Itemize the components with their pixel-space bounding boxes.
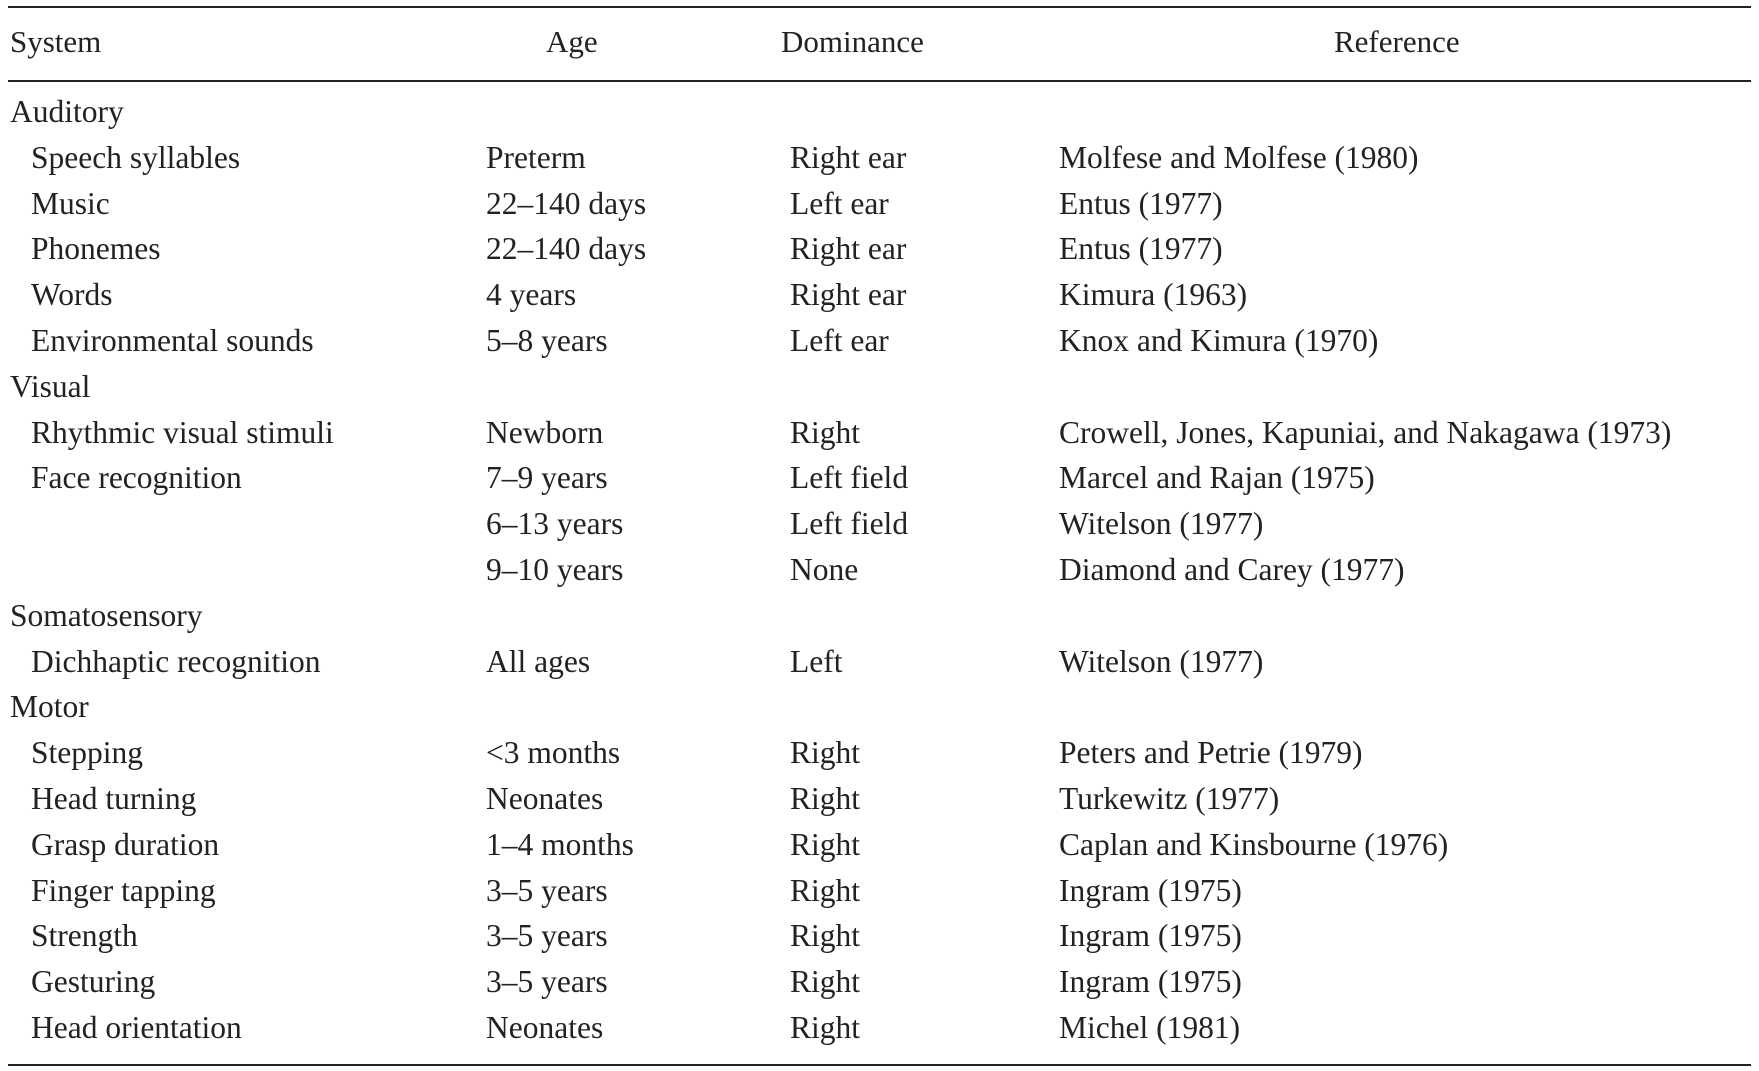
table-row	[8, 184, 1751, 230]
system-cell: Speech syllables	[31, 139, 241, 175]
header-reference: Reference	[1334, 24, 1460, 59]
age-cell: 4 years	[486, 277, 577, 313]
group-row	[8, 367, 1751, 413]
reference-cell: Ingram (1975)	[1059, 918, 1242, 954]
age-cell: Neonates	[486, 1009, 604, 1045]
dominance-cell: Right	[790, 918, 861, 954]
age-cell: 7–9 years	[486, 460, 608, 496]
age-cell: 22–140 days	[486, 231, 647, 267]
dominance-cell: Left	[790, 643, 843, 679]
table-row	[8, 138, 1751, 184]
system-cell: Dichhaptic recognition	[31, 643, 321, 679]
reference-cell: Witelson (1977)	[1059, 506, 1264, 542]
dominance-cell: Left ear	[790, 185, 889, 221]
reference-cell: Ingram (1975)	[1059, 964, 1242, 1000]
group-row	[8, 92, 1751, 138]
system-cell: Stepping	[31, 735, 144, 771]
reference-cell: Entus (1977)	[1059, 185, 1223, 221]
reference-cell: Molfese and Molfese (1980)	[1059, 139, 1419, 175]
system-cell: Rhythmic visual stimuli	[31, 414, 334, 450]
table-row	[8, 779, 1751, 825]
age-cell: Neonates	[486, 780, 604, 816]
age-cell: Preterm	[486, 139, 586, 175]
system-cell: Face recognition	[31, 460, 242, 496]
lateralization-table	[8, 6, 1751, 1066]
header-dominance: Dominance	[781, 24, 924, 59]
age-cell: Newborn	[486, 414, 604, 450]
system-cell: Strength	[31, 918, 138, 954]
reference-cell: Kimura (1963)	[1059, 277, 1248, 313]
reference-cell: Witelson (1977)	[1059, 643, 1264, 679]
table-row	[8, 413, 1751, 459]
reference-cell: Michel (1981)	[1059, 1009, 1241, 1045]
reference-cell: Marcel and Rajan (1975)	[1059, 460, 1375, 496]
age-cell: 22–140 days	[486, 185, 647, 221]
dominance-cell: Right	[790, 780, 861, 816]
table-row	[8, 1008, 1751, 1054]
reference-cell: Entus (1977)	[1059, 231, 1223, 267]
reference-cell: Peters and Petrie (1979)	[1059, 735, 1363, 771]
dominance-cell: Left ear	[790, 322, 889, 358]
dominance-cell: Right	[790, 872, 861, 908]
system-cell: Finger tapping	[31, 872, 216, 908]
group-label: Somatosensory	[10, 597, 203, 633]
age-cell: 1–4 months	[486, 826, 634, 862]
age-cell: 3–5 years	[486, 872, 608, 908]
dominance-cell: Right ear	[790, 139, 907, 175]
dominance-cell: Left field	[790, 460, 909, 496]
table-row	[8, 733, 1751, 779]
table-row	[8, 458, 1751, 504]
reference-cell: Knox and Kimura (1970)	[1059, 322, 1379, 358]
table-body	[8, 82, 1751, 1064]
system-cell: Head orientation	[31, 1009, 242, 1045]
system-cell: Words	[31, 277, 113, 313]
age-cell: 3–5 years	[486, 918, 608, 954]
table-row	[8, 642, 1751, 688]
system-cell: Head turning	[31, 780, 197, 816]
age-cell: All ages	[486, 643, 591, 679]
header-age: Age	[546, 24, 598, 59]
system-cell: Phonemes	[31, 231, 161, 267]
group-row	[8, 687, 1751, 733]
age-cell: 9–10 years	[486, 551, 624, 587]
reference-cell: Diamond and Carey (1977)	[1059, 551, 1405, 587]
table-row	[8, 321, 1751, 367]
dominance-cell: Right ear	[790, 277, 907, 313]
table-header	[8, 8, 1751, 80]
bottom-rule	[8, 1064, 1751, 1066]
dominance-cell: Right	[790, 735, 861, 771]
group-label: Motor	[10, 689, 89, 725]
table-row	[8, 275, 1751, 321]
reference-cell: Turkewitz (1977)	[1059, 780, 1280, 816]
system-cell: Music	[31, 185, 110, 221]
reference-cell: Caplan and Kinsbourne (1976)	[1059, 826, 1449, 862]
table-row	[8, 550, 1751, 596]
dominance-cell: Right	[790, 964, 861, 1000]
age-cell: <3 months	[486, 735, 621, 771]
table-row	[8, 916, 1751, 962]
dominance-cell: Left field	[790, 506, 909, 542]
reference-cell: Crowell, Jones, Kapuniai, and Nakagawa (1973)	[1059, 414, 1672, 450]
dominance-cell: Right	[790, 826, 861, 862]
table-row	[8, 871, 1751, 917]
system-cell: Grasp duration	[31, 826, 220, 862]
group-label: Visual	[10, 368, 91, 404]
age-cell: 3–5 years	[486, 964, 608, 1000]
table-row	[8, 825, 1751, 871]
age-cell: 6–13 years	[486, 506, 624, 542]
group-label: Auditory	[10, 94, 124, 129]
reference-cell: Ingram (1975)	[1059, 872, 1242, 908]
dominance-cell: None	[790, 551, 859, 587]
system-cell: Environmental sounds	[31, 322, 314, 358]
table-row	[8, 504, 1751, 550]
header-system: System	[10, 24, 102, 59]
dominance-cell: Right	[790, 414, 861, 450]
dominance-cell: Right	[790, 1009, 861, 1045]
table-row	[8, 229, 1751, 275]
system-cell: Gesturing	[31, 964, 156, 1000]
table-row	[8, 962, 1751, 1008]
age-cell: 5–8 years	[486, 322, 608, 358]
group-row	[8, 596, 1751, 642]
dominance-cell: Right ear	[790, 231, 907, 267]
